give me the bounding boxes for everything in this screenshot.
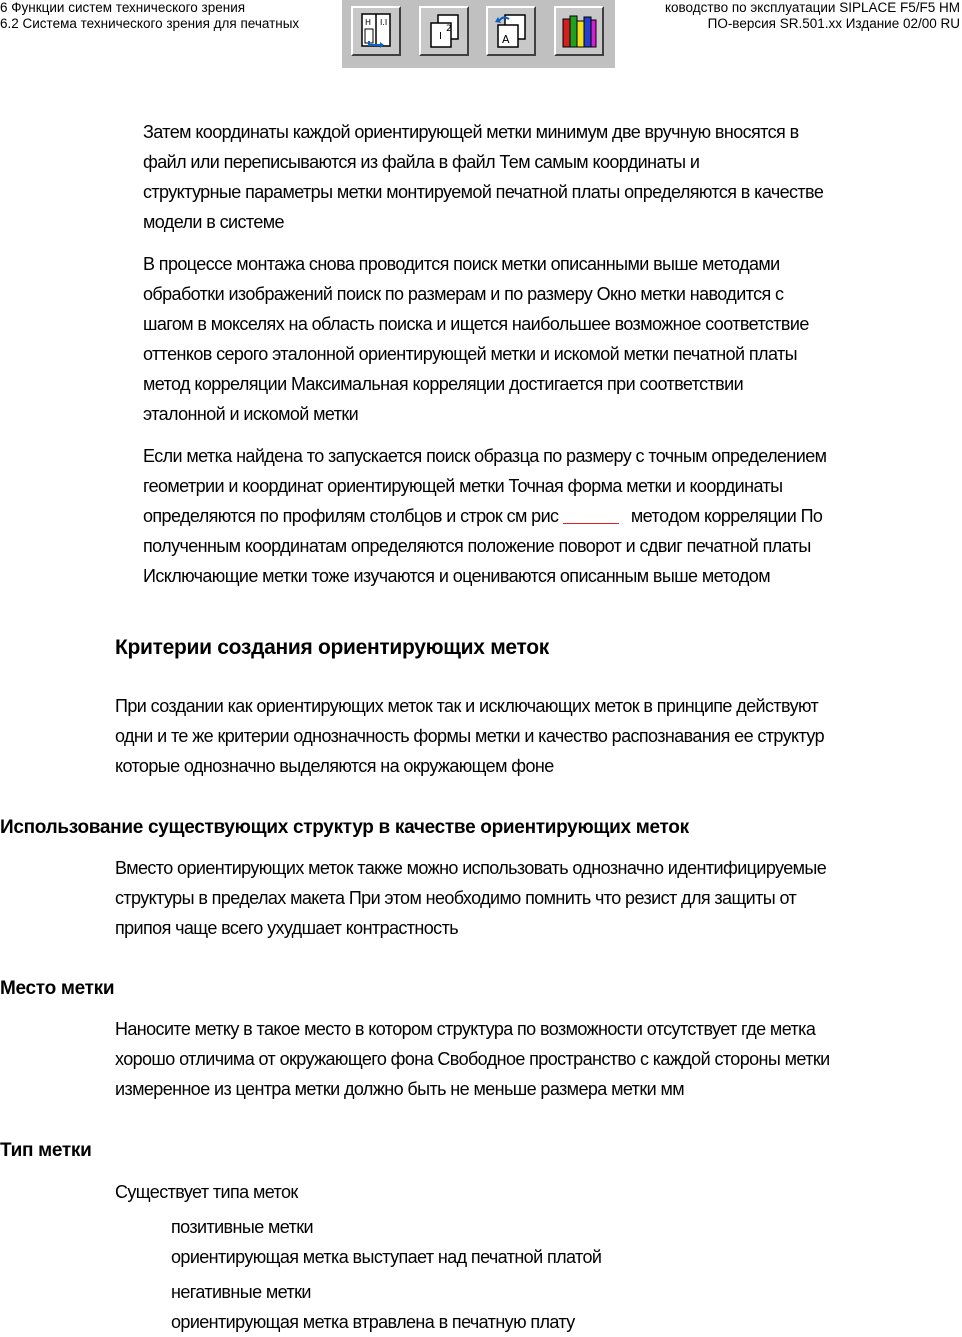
library-button[interactable]	[554, 6, 604, 56]
subsection-heading-type: Тип метки	[0, 1140, 92, 1161]
text-line: припоя чаще всего ухудшает контрастность	[115, 918, 459, 938]
subsection-heading-structures: Использование существующих структур в качестве ориентирующих меток	[0, 817, 689, 838]
text-line: которые однозначно выделяются на окружающем фоне	[115, 756, 554, 776]
manual-title: ководство по эксплуатации SIPLACE F5/F5 HM	[664, 0, 960, 15]
list-item-term: позитивные метки	[171, 1217, 313, 1237]
section-title: 6.2 Система технического зрения для печатных	[0, 16, 300, 31]
text-line: эталонной и искомой метки	[143, 404, 359, 424]
text-line: Затем координаты каждой ориентирующей метки минимум две вручную вносятся в	[143, 122, 799, 142]
svg-text:H: H	[365, 18, 372, 27]
svg-text:2: 2	[446, 24, 452, 34]
header-left	[0, 0, 299, 32]
chapter-title: 6 Функции систем технического зрения	[0, 0, 246, 15]
text-line: одни и те же критерии однозначность формы метки и качество распознавания ее структур	[115, 726, 824, 746]
text-line: Наносите метку в такое место в котором структура по возможности отсутствует где метка	[115, 1019, 816, 1039]
text-line: шагом в мокселях на область поиска и ищется наибольшее возможное соответствие	[143, 314, 809, 334]
text-line: Если метка найдена то запускается поиск образца по размеру с точным определением	[143, 446, 827, 466]
text-fragment: метoдом корреляции По	[630, 506, 823, 526]
subsection-heading-location: Место метки	[0, 978, 115, 999]
library-icon	[559, 11, 599, 51]
text-line	[143, 501, 826, 531]
text-line: При создании как ориентирующих меток так и исключающих меток в принципе действуют	[115, 696, 819, 716]
mark-type-list	[171, 1212, 601, 1337]
subsection-intro-type	[115, 1177, 298, 1207]
text-line: Исключающие метки тоже изучаются и оцениваются описанным выше методом	[143, 566, 770, 586]
text-line: модели в системе	[143, 212, 284, 232]
paragraph-2	[143, 249, 809, 429]
pages-button[interactable]	[419, 6, 469, 56]
section-intro	[115, 691, 824, 781]
pages-icon	[424, 11, 464, 51]
svg-text:I.I: I.I	[380, 18, 388, 27]
list-item-term: негативные метки	[171, 1282, 311, 1302]
search-button[interactable]	[486, 6, 536, 56]
subsection-text-structures	[115, 853, 826, 943]
text-line: хорошо отличима от окружающего фона Свободное пространство с каждой стороны метки	[115, 1049, 830, 1069]
paragraph-1	[143, 117, 823, 237]
figure-reference-link[interactable]	[563, 505, 619, 524]
header-right	[665, 0, 960, 32]
text-line: оттенков серого эталонной ориентирующей метки и искомой метки печатной платы	[143, 344, 797, 364]
text-line: Вместо ориентирующих меток также можно использовать однозначно идентифицируемые	[115, 858, 827, 878]
text-line: Существует типа меток	[115, 1182, 298, 1202]
text-line: геометрии и координат ориентирующей метки Точная форма метки и координаты	[143, 476, 783, 496]
text-line: файл или переписываются из файла в файл Тем самым координаты и	[143, 152, 700, 172]
navigation-toolbar	[342, 0, 615, 68]
subsection-text-location	[115, 1014, 830, 1104]
paragraph-3	[143, 441, 826, 591]
text-line: структуры в пределах макета При этом необходимо помнить что резист для защиты от	[115, 888, 797, 908]
text-line: измеренное из центра метки должно быть не меньше размера метки мм	[115, 1079, 685, 1099]
text-line: В процессе монтажа снова проводится поиск метки описанными выше методами	[143, 254, 780, 274]
svg-text:I: I	[439, 31, 442, 42]
svg-text:A: A	[502, 33, 510, 46]
contents-button[interactable]	[351, 6, 401, 56]
list-item-desc: ориентирующая метка втравлена в печатную плату	[171, 1312, 575, 1332]
list-item-desc: ориентирующая метка выступает над печатной платой	[171, 1247, 602, 1267]
text-line: структурные параметры метки монтируемой печатной платы определяются в качестве	[143, 182, 824, 202]
text-fragment: определяются по профилям столбцов и строк см рис	[143, 506, 559, 526]
search-icon	[491, 11, 531, 51]
text-line: полученным координатам определяются положение поворот и сдвиг печатной платы	[143, 536, 811, 556]
section-heading: Критерии создания ориентирующих меток	[115, 636, 549, 659]
text-line: метод корреляции Максимальная корреляции достигается при соответствии	[143, 374, 744, 394]
text-line: обработки изображений поиск по размерам и по размеру Окно метки наводится с	[143, 284, 784, 304]
version-info: ПО-версия SR.501.xx Издание 02/00 RU	[707, 16, 960, 31]
contents-icon	[356, 11, 396, 51]
